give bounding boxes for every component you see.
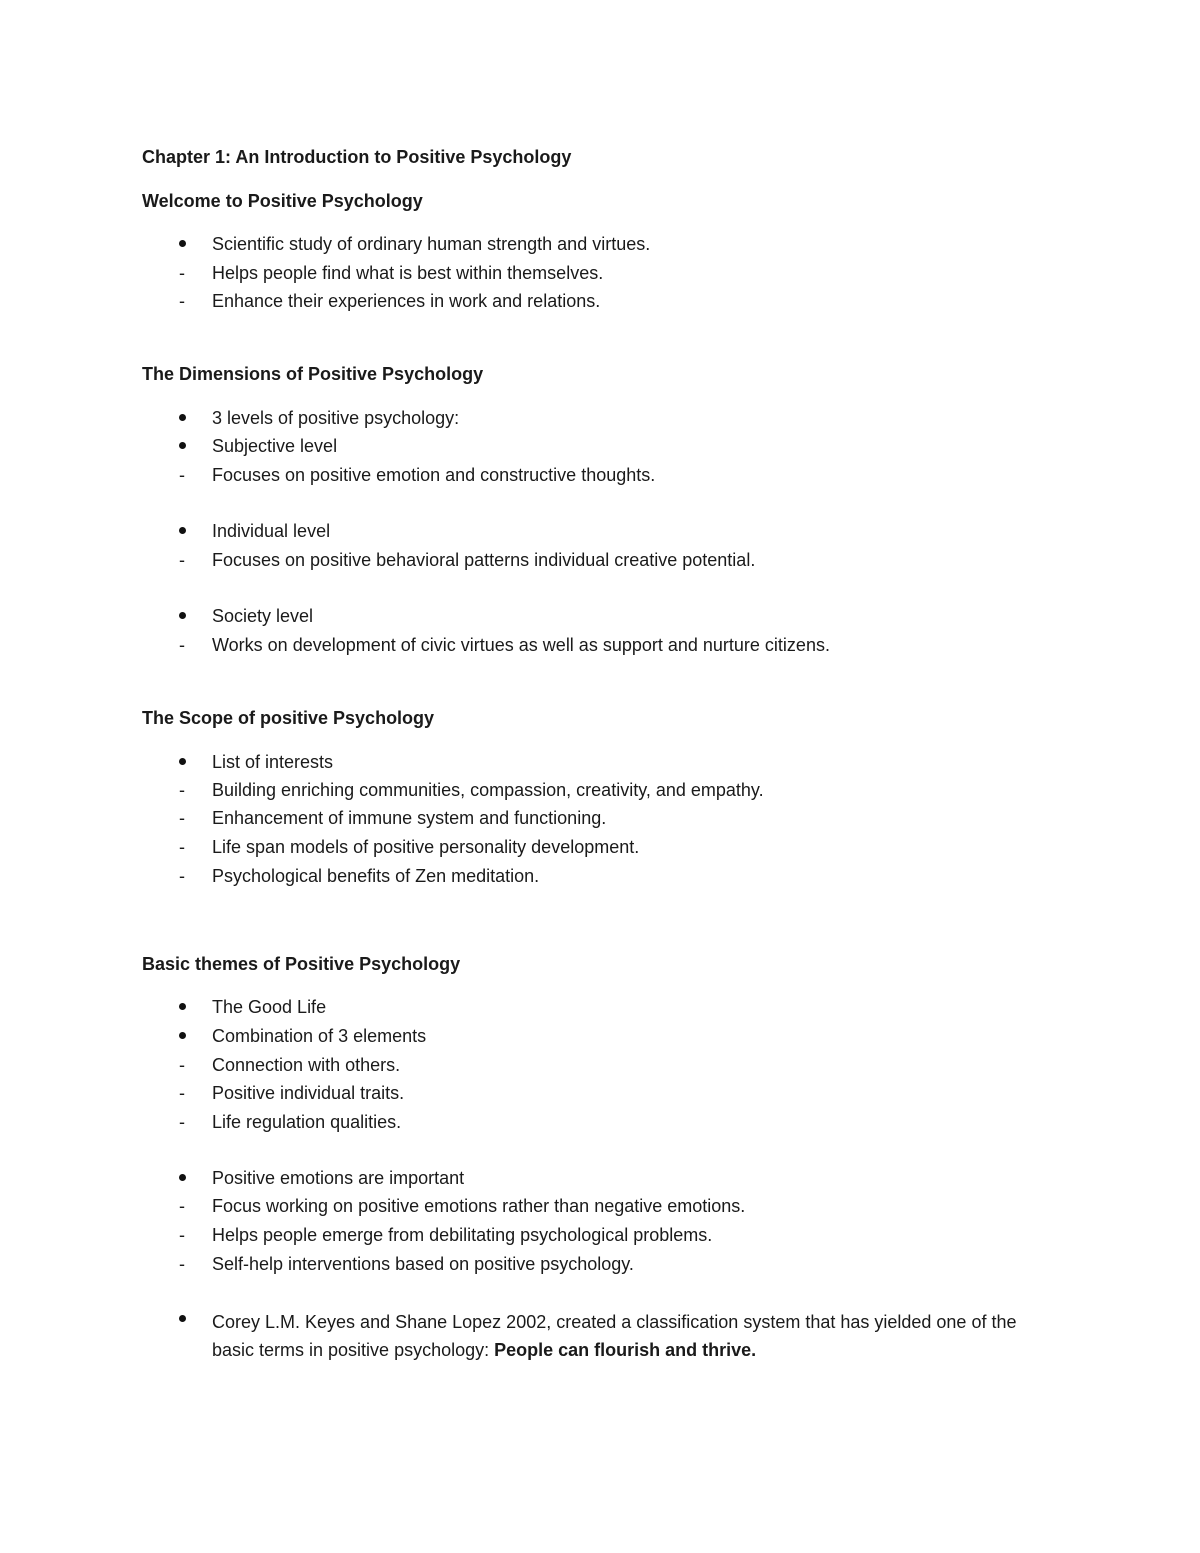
dash-marker: - — [179, 808, 185, 828]
document-page: Chapter 1: An Introduction to Positive Psychology Welcome to Positive Psychology Scientific study of ordinary human strength and virtues. - Helps people find what is best within themselves. - Enhance their experiences in work and relations. The Dimensions of Positive Psychology 3 levels of positive psychology: Subjective level - Focuses on positive emotion and constructive thoughts. Individual level - Focuses on positive behavioral patterns individual creative potential. Society level - Works on development of civic virtues as well as support and nurture citizens. The Scope of positive Psychology List of interests - Building enriching communities, compassion, creativity, and empathy. - Enhancement of immune system and functioning. - Life span models of positive personality development. - Psychological benefits of Zen meditation. Basic themes of Positive Psychology The Good Life Combination of 3 elements - Connection with others. - Positive individual traits. - Life regulation qualities. Positive emotions are important - Focus working on positive emotions rather than negative emotions. - Helps people emerge from debilitating psychological problems. - Self-help interventions based on positive psychology. Corey L.M. Keyes and Shane Lopez 2002, created a classification system that has yielded one of the basic terms in positive psychology: People can flourish and thrive. — [0, 0, 1200, 1553]
dash-marker: - — [179, 1083, 185, 1103]
bullet-icon — [172, 605, 192, 627]
dash-marker: - — [179, 866, 185, 886]
dash-marker: - — [179, 263, 185, 283]
bold-emphasis: People can flourish and thrive. — [494, 1340, 757, 1360]
dash-marker: - — [179, 837, 185, 857]
bullet-icon — [172, 233, 192, 255]
bullet-icon — [172, 996, 192, 1018]
dash-marker: - — [179, 1254, 185, 1274]
dash-marker: - — [179, 635, 185, 655]
dash-marker: - — [179, 1112, 185, 1132]
document-title: Chapter 1: An Introduction to Positive Psychology — [142, 147, 572, 167]
bullet-icon — [172, 407, 192, 429]
bullet-icon — [172, 520, 192, 542]
dash-marker: - — [179, 550, 185, 570]
dash-marker: - — [179, 291, 185, 311]
section-heading-themes: Basic themes of Positive Psychology — [142, 954, 461, 974]
dash-marker: - — [179, 465, 185, 485]
bullet-icon — [172, 1025, 192, 1047]
dash-marker: - — [179, 1225, 185, 1245]
bullet-icon — [172, 1308, 192, 1330]
bullet-icon — [172, 435, 192, 457]
section-heading-dimensions: The Dimensions of Positive Psychology — [142, 364, 484, 384]
bullet-icon — [172, 751, 192, 773]
dash-marker: - — [179, 780, 185, 800]
bullet-icon — [172, 1167, 192, 1189]
section-heading-welcome: Welcome to Positive Psychology — [142, 191, 423, 211]
list-item-text: Corey L.M. Keyes and Shane Lopez 2002, created a classification system that has yielded one of the basic terms in positive psychology: People can flourish and thrive. — [212, 1312, 1017, 1360]
dash-marker: - — [179, 1196, 185, 1216]
section-heading-scope: The Scope of positive Psychology — [142, 708, 435, 728]
dash-marker: - — [179, 1055, 185, 1075]
